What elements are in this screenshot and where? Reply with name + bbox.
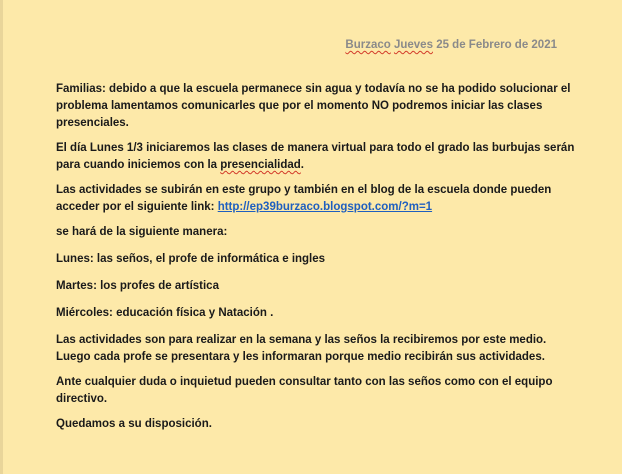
word-presencialidad: presencialidad xyxy=(220,159,301,171)
paragraph-blog-text: Las actividades se subirán en este grupo y también en el blog de la escuela donde pueden acceder por el siguiente link: xyxy=(56,184,552,213)
date-place: Burzaco xyxy=(345,39,391,51)
paragraph-virtual-text: El día Lunes 1/3 iniciaremos las clases de manera virtual para todo el grado las burbujas serán para cuando iniciemos con la xyxy=(56,142,575,171)
paragraph-announcement: Familias: debido a que la escuela permanece sin agua y todavía no se ha podido solucionar el problema lamentamos comunicarles que por el momento NO podremos iniciar las clases presenciales. xyxy=(56,83,571,129)
paragraph-closing: Quedamos a su disposición. xyxy=(56,418,212,430)
paragraph-blog xyxy=(56,182,576,216)
paragraph-virtual-end: . xyxy=(300,159,304,171)
blog-link[interactable]: http://ep39burzaco.blogspot.com/?m=1 xyxy=(217,201,433,213)
schedule-monday: Lunes: las seños, el profe de informática e ingles xyxy=(56,253,326,265)
schedule-wednesday: Miércoles: educación física y Natación . xyxy=(56,307,274,319)
letter-body xyxy=(56,81,576,441)
paragraph-schedule-intro: se hará de la siguiente manera: xyxy=(56,226,228,238)
letter-date xyxy=(345,39,557,51)
paragraph-virtual-start xyxy=(56,140,576,174)
paragraph-activities: Las actividades son para realizar en la semana y las seños la recibiremos por este medio. Luego cada profe se presentara y les informaran porque medio recibirán sus actividades. xyxy=(56,334,547,363)
schedule-tuesday: Martes: los profes de artística xyxy=(56,280,219,292)
page-edge xyxy=(0,0,3,474)
paragraph-questions: Ante cualquier duda o inquietud pueden consultar tanto con las seños como con el equipo directivo. xyxy=(56,376,553,405)
date-day: Jueves xyxy=(393,39,433,51)
date-rest: 25 de Febrero de 2021 xyxy=(436,39,557,51)
